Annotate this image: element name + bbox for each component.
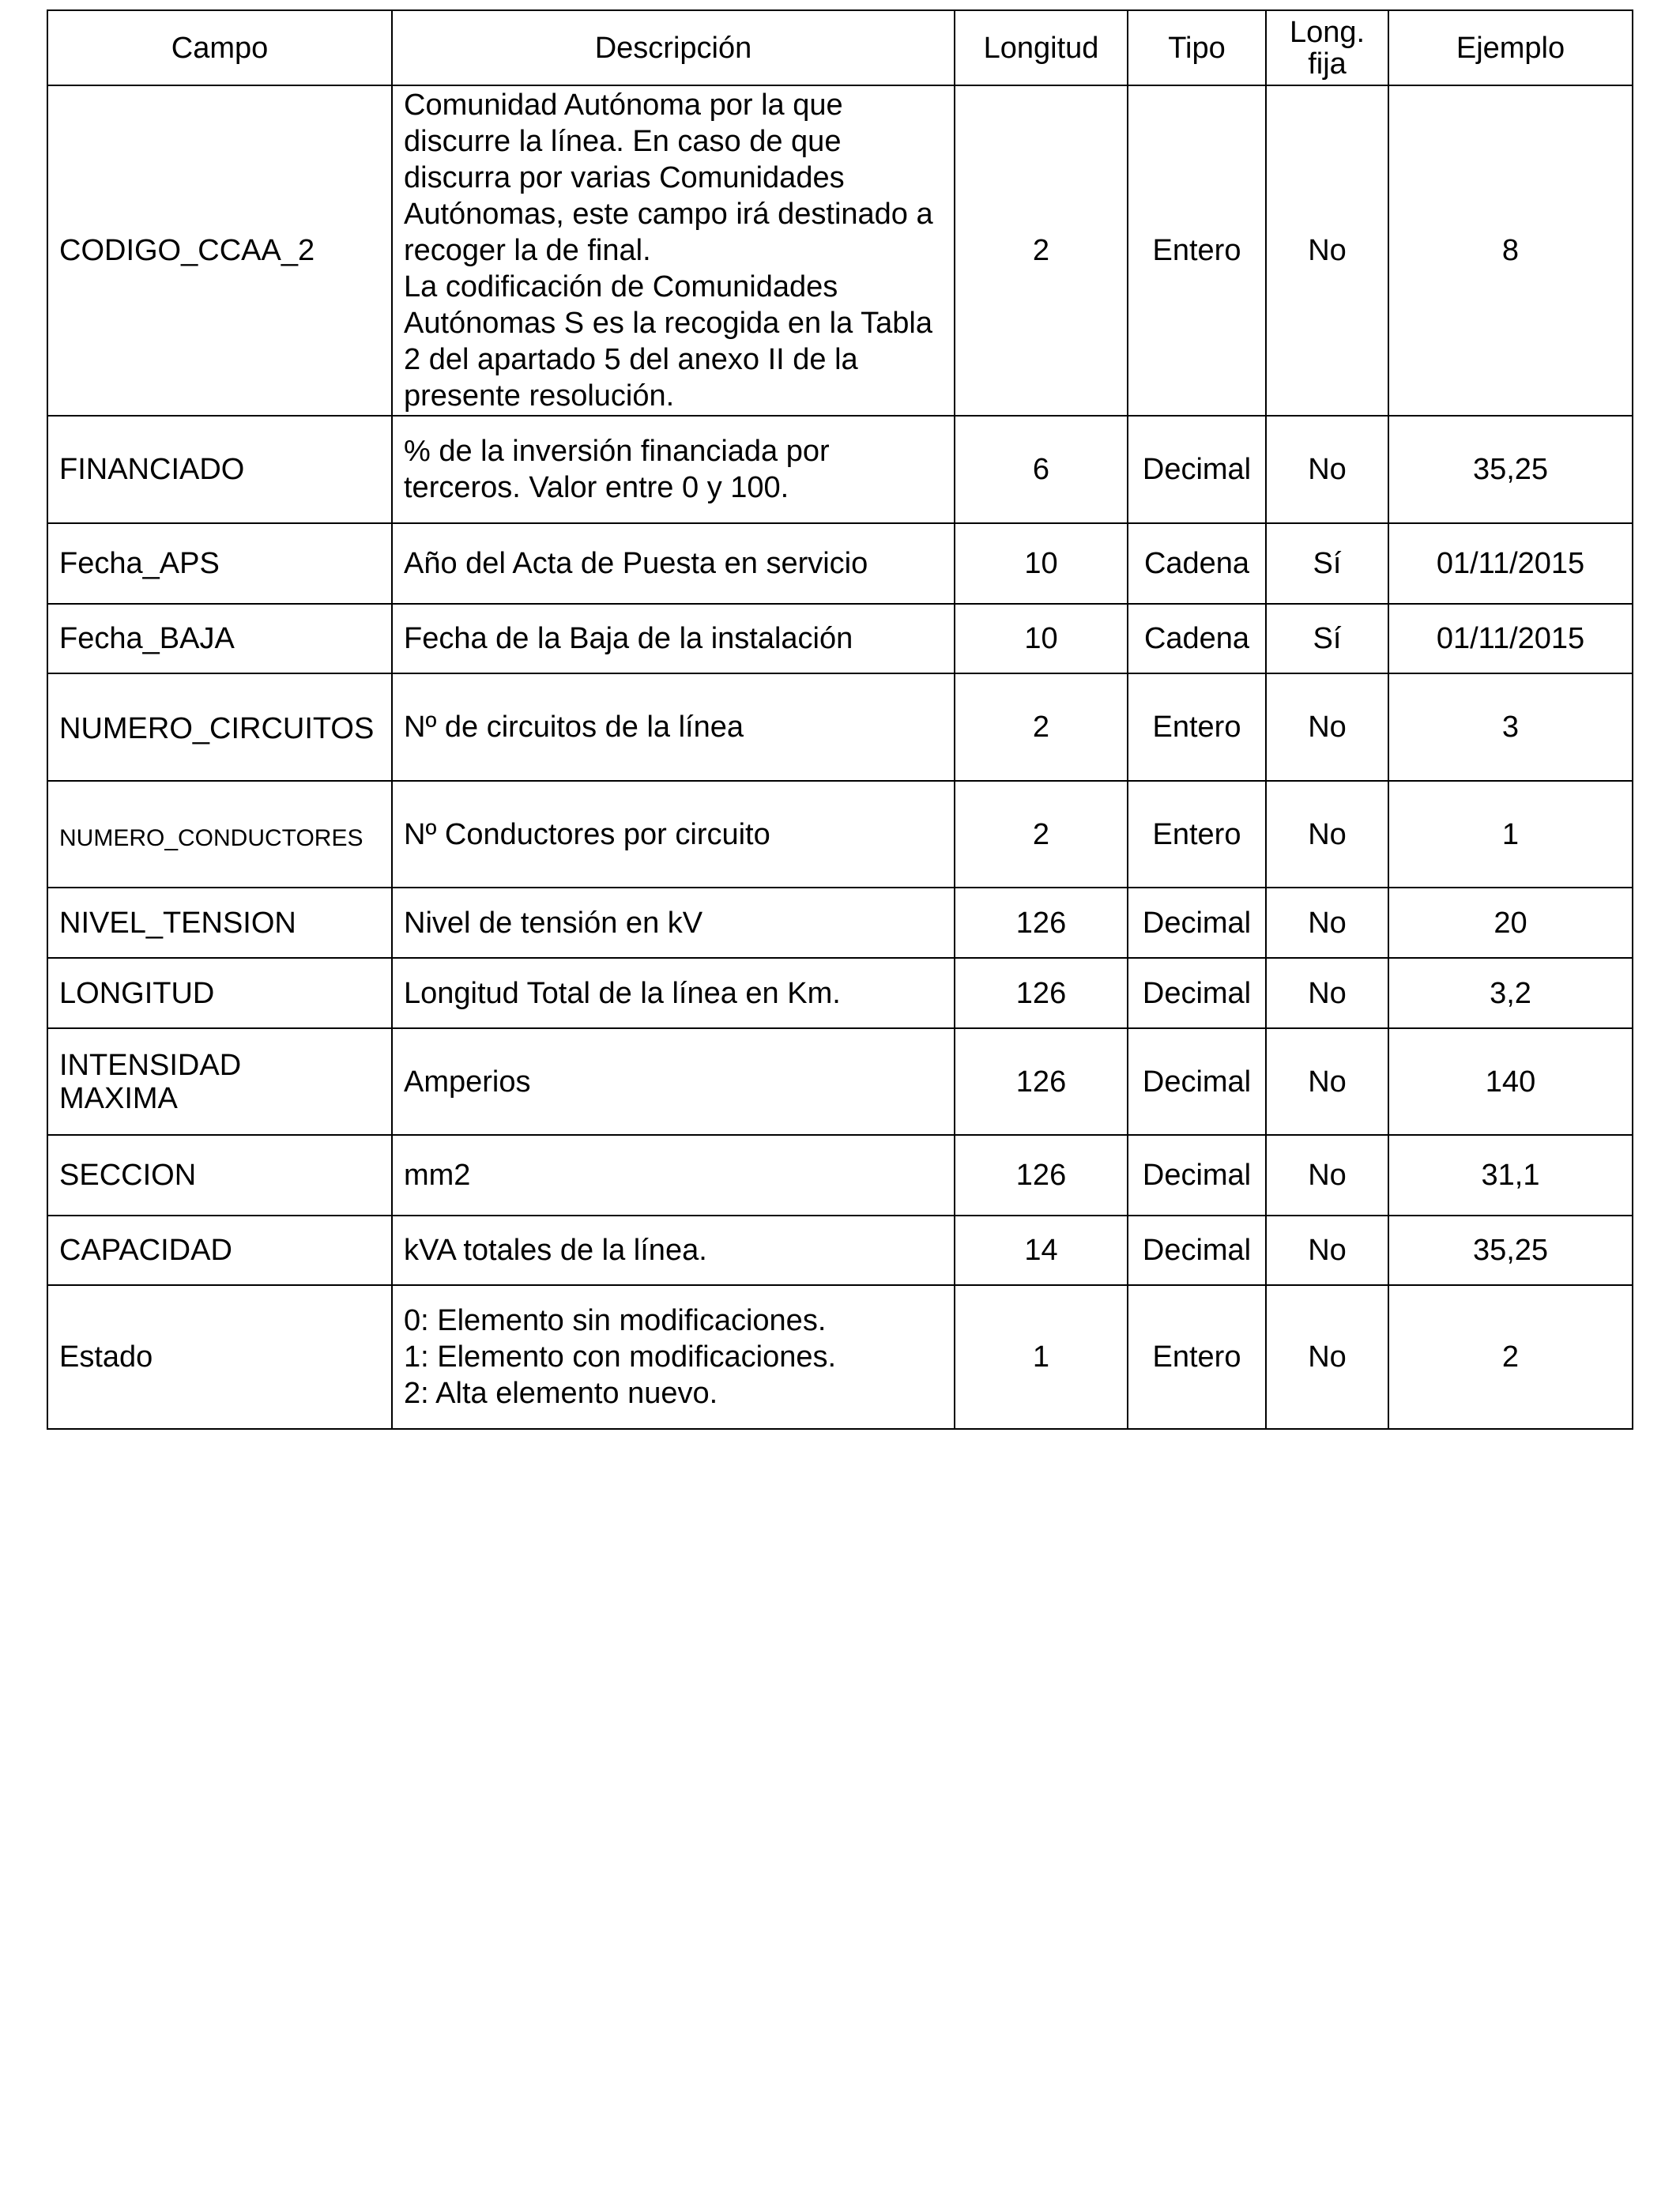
cell-tipo: Entero: [1128, 1285, 1266, 1429]
table-row: [47, 958, 1633, 1028]
cell-longitud: 126: [955, 958, 1128, 1028]
cell-tipo: Decimal: [1128, 1216, 1266, 1285]
table-row: [47, 1028, 1633, 1135]
cell-campo: NUMERO_CONDUCTORES: [47, 781, 392, 888]
cell-descripcion: Nº Conductores por circuito: [392, 781, 955, 888]
table-row: [47, 781, 1633, 888]
table-row: [47, 85, 1633, 416]
cell-longitud: 126: [955, 888, 1128, 958]
cell-long-fija: No: [1266, 673, 1388, 781]
cell-campo: CAPACIDAD: [47, 1216, 392, 1285]
cell-ejemplo: 8: [1388, 85, 1633, 416]
header-descripcion: Descripción: [392, 10, 955, 85]
cell-descripcion: Amperios: [392, 1028, 955, 1135]
cell-descripcion: Nivel de tensión en kV: [392, 888, 955, 958]
cell-longitud: 2: [955, 781, 1128, 888]
table-header-row: [47, 10, 1633, 85]
cell-ejemplo: 01/11/2015: [1388, 523, 1633, 604]
cell-descripcion: Longitud Total de la línea en Km.: [392, 958, 955, 1028]
cell-descripcion: Nº de circuitos de la línea: [392, 673, 955, 781]
table-row: [47, 888, 1633, 958]
cell-tipo: Cadena: [1128, 523, 1266, 604]
cell-ejemplo: 35,25: [1388, 1216, 1633, 1285]
table-row: [47, 1285, 1633, 1429]
cell-long-fija: No: [1266, 85, 1388, 416]
cell-ejemplo: 1: [1388, 781, 1633, 888]
cell-long-fija: No: [1266, 958, 1388, 1028]
field-definition-table: [47, 9, 1633, 1430]
cell-ejemplo: 01/11/2015: [1388, 604, 1633, 673]
cell-tipo: Decimal: [1128, 416, 1266, 523]
cell-long-fija: No: [1266, 1285, 1388, 1429]
cell-longitud: 14: [955, 1216, 1128, 1285]
cell-longitud: 2: [955, 85, 1128, 416]
cell-campo: Estado: [47, 1285, 392, 1429]
cell-longitud: 126: [955, 1028, 1128, 1135]
cell-descripcion: mm2: [392, 1135, 955, 1216]
cell-longitud: 6: [955, 416, 1128, 523]
cell-tipo: Decimal: [1128, 958, 1266, 1028]
cell-long-fija: No: [1266, 416, 1388, 523]
header-longitud: Longitud: [955, 10, 1128, 85]
cell-campo: NUMERO_CIRCUITOS: [47, 673, 392, 781]
table-row: [47, 523, 1633, 604]
table-row: [47, 416, 1633, 523]
cell-tipo: Decimal: [1128, 888, 1266, 958]
cell-tipo: Entero: [1128, 781, 1266, 888]
cell-descripcion: % de la inversión financiada por terceros. Valor entre 0 y 100.: [392, 416, 955, 523]
cell-campo: FINANCIADO: [47, 416, 392, 523]
cell-long-fija: No: [1266, 1028, 1388, 1135]
cell-ejemplo: 3,2: [1388, 958, 1633, 1028]
table-row: [47, 1216, 1633, 1285]
cell-ejemplo: 3: [1388, 673, 1633, 781]
cell-long-fija: Sí: [1266, 604, 1388, 673]
cell-tipo: Decimal: [1128, 1135, 1266, 1216]
header-ejemplo: Ejemplo: [1388, 10, 1633, 85]
table-row: [47, 604, 1633, 673]
header-long-fija: Long. fija: [1266, 10, 1388, 85]
cell-ejemplo: 140: [1388, 1028, 1633, 1135]
cell-descripcion: 0: Elemento sin modificaciones. 1: Elemento con modificaciones. 2: Alta elemento nuevo.: [392, 1285, 955, 1429]
cell-longitud: 1: [955, 1285, 1128, 1429]
cell-longitud: 10: [955, 604, 1128, 673]
cell-campo: SECCION: [47, 1135, 392, 1216]
cell-campo: LONGITUD: [47, 958, 392, 1028]
header-campo: Campo: [47, 10, 392, 85]
cell-ejemplo: 35,25: [1388, 416, 1633, 523]
cell-campo: NIVEL_TENSION: [47, 888, 392, 958]
cell-tipo: Cadena: [1128, 604, 1266, 673]
cell-descripcion: Comunidad Autónoma por la que discurre la línea. En caso de que discurra por varias Comunidades Autónomas, este campo irá destinado a recoger la de final. La codificación de Comunidades Autónomas S es la recogida en la Tabla 2 del apartado 5 del anexo II de la presente resolución.: [392, 85, 955, 416]
table-row: [47, 673, 1633, 781]
cell-tipo: Entero: [1128, 85, 1266, 416]
cell-long-fija: No: [1266, 1135, 1388, 1216]
cell-campo: INTENSIDAD MAXIMA: [47, 1028, 392, 1135]
cell-campo: Fecha_BAJA: [47, 604, 392, 673]
cell-campo: CODIGO_CCAA_2: [47, 85, 392, 416]
table-row: [47, 1135, 1633, 1216]
cell-long-fija: Sí: [1266, 523, 1388, 604]
cell-tipo: Decimal: [1128, 1028, 1266, 1135]
cell-descripcion: Fecha de la Baja de la instalación: [392, 604, 955, 673]
header-tipo: Tipo: [1128, 10, 1266, 85]
cell-ejemplo: 31,1: [1388, 1135, 1633, 1216]
cell-ejemplo: 2: [1388, 1285, 1633, 1429]
cell-campo: Fecha_APS: [47, 523, 392, 604]
cell-descripcion: Año del Acta de Puesta en servicio: [392, 523, 955, 604]
cell-longitud: 2: [955, 673, 1128, 781]
cell-longitud: 126: [955, 1135, 1128, 1216]
cell-longitud: 10: [955, 523, 1128, 604]
cell-descripcion: kVA totales de la línea.: [392, 1216, 955, 1285]
cell-ejemplo: 20: [1388, 888, 1633, 958]
cell-long-fija: No: [1266, 781, 1388, 888]
cell-long-fija: No: [1266, 1216, 1388, 1285]
cell-long-fija: No: [1266, 888, 1388, 958]
cell-tipo: Entero: [1128, 673, 1266, 781]
